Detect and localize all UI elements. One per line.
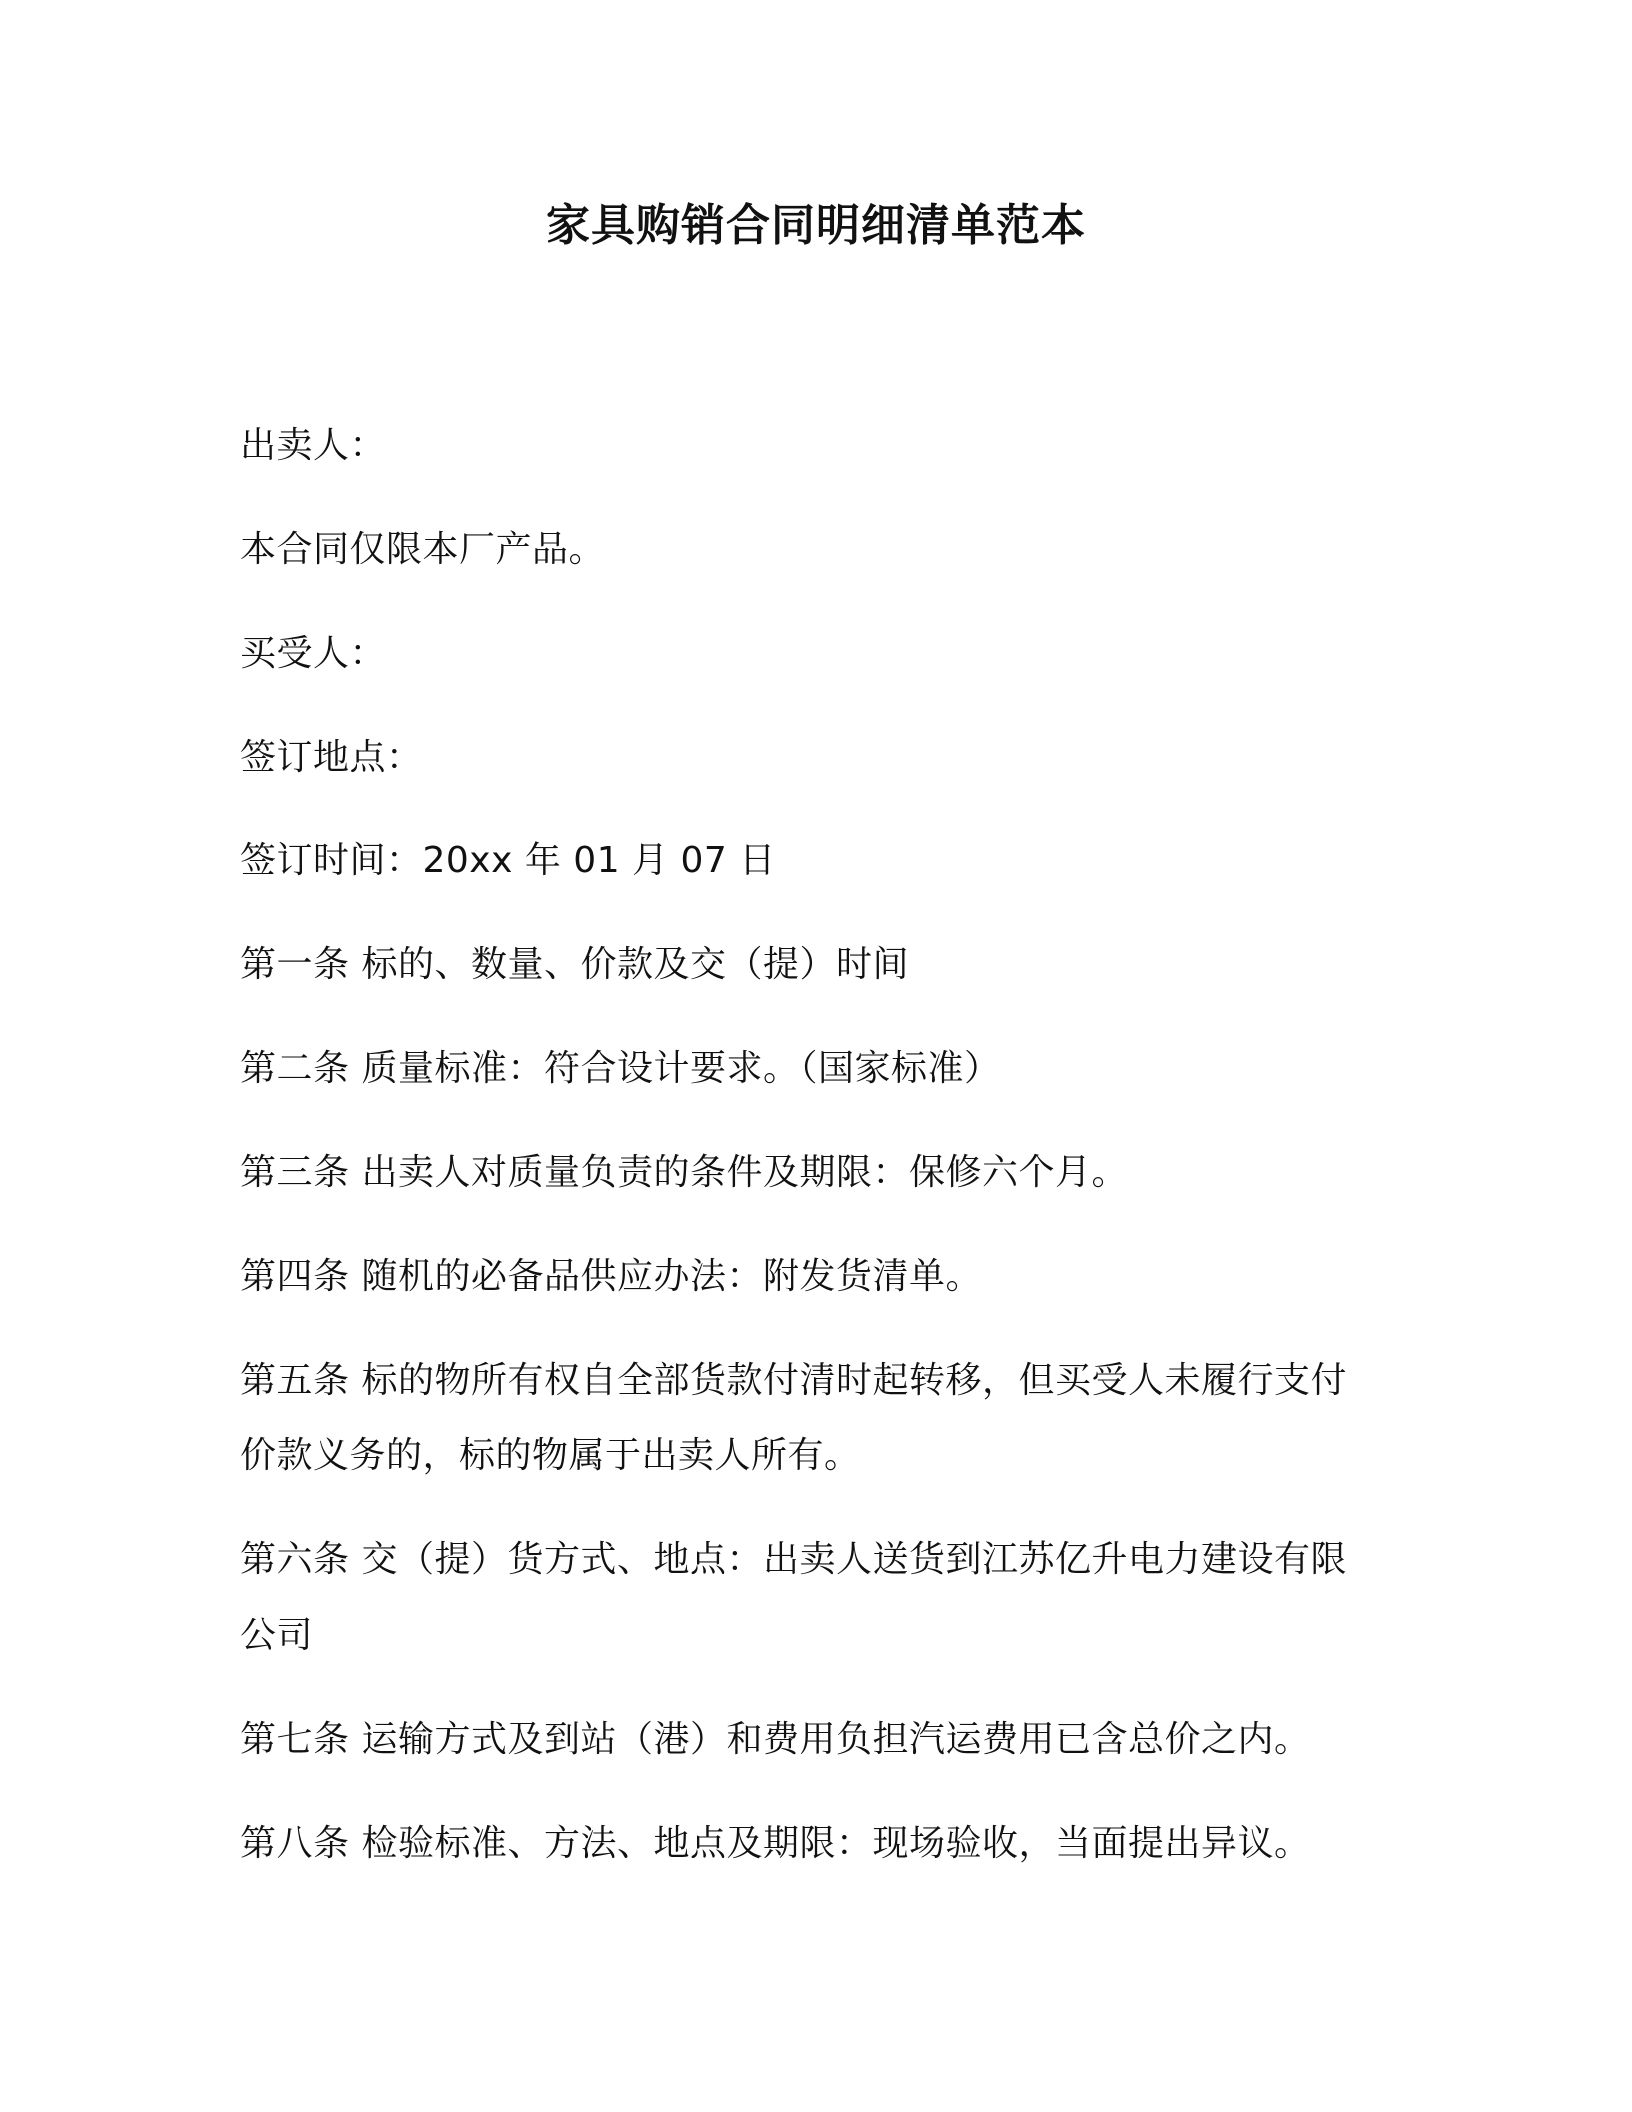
product-note: 本合同仅限本厂产品。 [240,529,606,570]
seller-line: 出卖人： [240,425,387,466]
article-6-line-1: 第六条 交（提）货方式、地点：出卖人送货到江苏亿升电力建设有限 [240,1539,1347,1580]
article-8: 第八条 检验标准、方法、地点及期限：现场验收，当面提出异议。 [240,1823,1311,1864]
article-5-line-2: 价款义务的，标的物属于出卖人所有。 [240,1435,861,1476]
article-2: 第二条 质量标准：符合设计要求。（国家标准） [240,1048,1001,1089]
document-title: 家具购销合同明细清单范本 [546,200,1086,251]
signing-time-line: 签订时间：20xx 年 01 月 07 日 [240,840,776,881]
buyer-line: 买受人： [240,633,387,674]
article-7: 第七条 运输方式及到站（港）和费用负担汽运费用已含总价之内。 [240,1719,1311,1760]
article-1: 第一条 标的、数量、价款及交（提）时间 [240,944,909,985]
article-5-line-1: 第五条 标的物所有权自全部货款付清时起转移，但买受人未履行支付 [240,1360,1347,1401]
article-3: 第三条 出卖人对质量负责的条件及期限：保修六个月。 [240,1152,1128,1193]
signing-place-line: 签订地点： [240,737,423,778]
article-4: 第四条 随机的必备品供应办法：附发货清单。 [240,1256,982,1297]
article-6-line-2: 公司 [240,1615,314,1656]
